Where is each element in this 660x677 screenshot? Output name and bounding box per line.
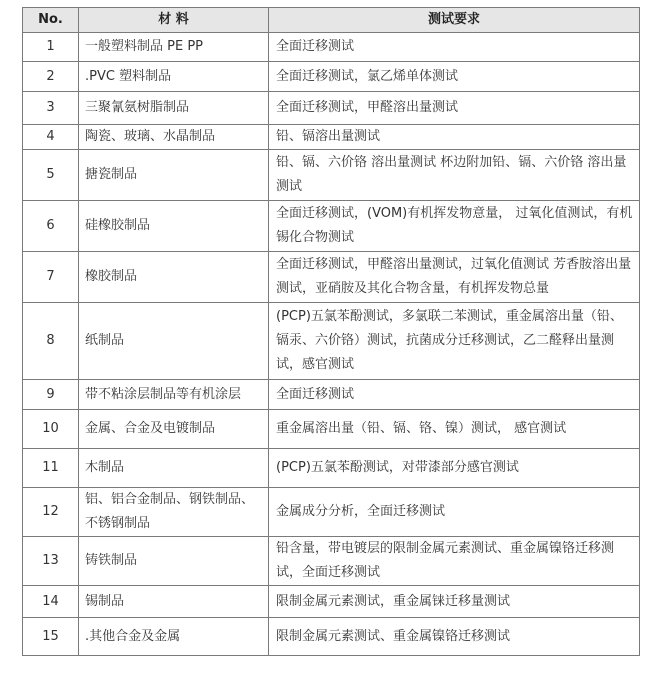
row-number: 11 <box>23 449 79 488</box>
table-row <box>23 62 640 92</box>
row-number: 10 <box>23 410 79 449</box>
row-number: 15 <box>23 618 79 656</box>
table-row <box>23 125 640 150</box>
table-row <box>23 449 640 488</box>
row-number: 6 <box>23 201 79 252</box>
row-number: 2 <box>23 62 79 92</box>
requirement-cell: 铅、镉溶出量测试 <box>269 125 640 150</box>
row-number: 8 <box>23 303 79 380</box>
test-requirements-table <box>22 7 640 656</box>
requirement-cell: 全面迁移测试，氯乙烯单体测试 <box>269 62 640 92</box>
material-cell: 木制品 <box>79 449 269 488</box>
requirement-cell: 全面迁移测试 <box>269 380 640 410</box>
material-cell: 铝、铝合金制品、钢铁制品、不锈钢制品 <box>79 488 269 537</box>
table-row <box>23 33 640 62</box>
row-number: 5 <box>23 150 79 201</box>
material-cell: .其他合金及金属 <box>79 618 269 656</box>
material-cell: 橡胶制品 <box>79 252 269 303</box>
requirement-cell: 限制金属元素测试、重金属镍铬迁移测试 <box>269 618 640 656</box>
table-row <box>23 92 640 125</box>
requirement-cell: 铅、镉、六价铬 溶出量测试 杯边附加铅、镉、六价铬 溶出量测试 <box>269 150 640 201</box>
material-cell: 铸铁制品 <box>79 537 269 586</box>
table-row <box>23 410 640 449</box>
material-cell: 陶瓷、玻璃、水晶制品 <box>79 125 269 150</box>
requirement-cell: (PCP)五氯苯酚测试，对带漆部分感官测试 <box>269 449 640 488</box>
table-body <box>23 33 640 656</box>
requirement-cell: 限制金属元素测试，重金属铼迁移量测试 <box>269 586 640 618</box>
header-requirement: 测试要求 <box>269 8 640 33</box>
table-row <box>23 618 640 656</box>
requirement-cell: 全面迁移测试，甲醛溶出量测试，过氧化值测试 芳香胺溶出量测试，亚硝胺及其化合物含量，有机挥发物总量 <box>269 252 640 303</box>
row-number: 3 <box>23 92 79 125</box>
requirement-cell: 全面迁移测试，(VOM)有机挥发物意量， 过氧化值测试，有机锡化合物测试 <box>269 201 640 252</box>
table-row <box>23 488 640 537</box>
table-row <box>23 380 640 410</box>
table-row <box>23 201 640 252</box>
material-cell: 一般塑料制品 PE PP <box>79 33 269 62</box>
material-cell: .PVC 塑料制品 <box>79 62 269 92</box>
requirement-cell: 全面迁移测试 <box>269 33 640 62</box>
material-cell: 锡制品 <box>79 586 269 618</box>
row-number: 12 <box>23 488 79 537</box>
table-row <box>23 252 640 303</box>
table-row <box>23 150 640 201</box>
row-number: 9 <box>23 380 79 410</box>
header-no: No. <box>23 8 79 33</box>
requirement-cell: 重金属溶出量（铅、镉、铬、镍）测试， 感官测试 <box>269 410 640 449</box>
requirement-cell: 铅含量，带电镀层的限制金属元素测试、重金属镍铬迁移测试，全面迁移测试 <box>269 537 640 586</box>
row-number: 1 <box>23 33 79 62</box>
table-row <box>23 303 640 380</box>
table-row <box>23 586 640 618</box>
header-row <box>23 8 640 33</box>
material-cell: 纸制品 <box>79 303 269 380</box>
material-cell: 金属、合金及电镀制品 <box>79 410 269 449</box>
header-material: 材 料 <box>79 8 269 33</box>
material-cell: 搪瓷制品 <box>79 150 269 201</box>
row-number: 4 <box>23 125 79 150</box>
table-row <box>23 537 640 586</box>
row-number: 14 <box>23 586 79 618</box>
row-number: 13 <box>23 537 79 586</box>
material-cell: 带不粘涂层制品等有机涂层 <box>79 380 269 410</box>
requirement-cell: 全面迁移测试，甲醛溶出量测试 <box>269 92 640 125</box>
material-cell: 三聚氰氨树脂制品 <box>79 92 269 125</box>
requirement-cell: 金属成分分析，全面迁移测试 <box>269 488 640 537</box>
requirement-cell: (PCP)五氯苯酚测试，多氯联二苯测试，重金属溶出量（铅、镉汞、六价铬）测试，抗菌成分迁移测试，乙二醛释出量测试，感官测试 <box>269 303 640 380</box>
material-cell: 硅橡胶制品 <box>79 201 269 252</box>
row-number: 7 <box>23 252 79 303</box>
